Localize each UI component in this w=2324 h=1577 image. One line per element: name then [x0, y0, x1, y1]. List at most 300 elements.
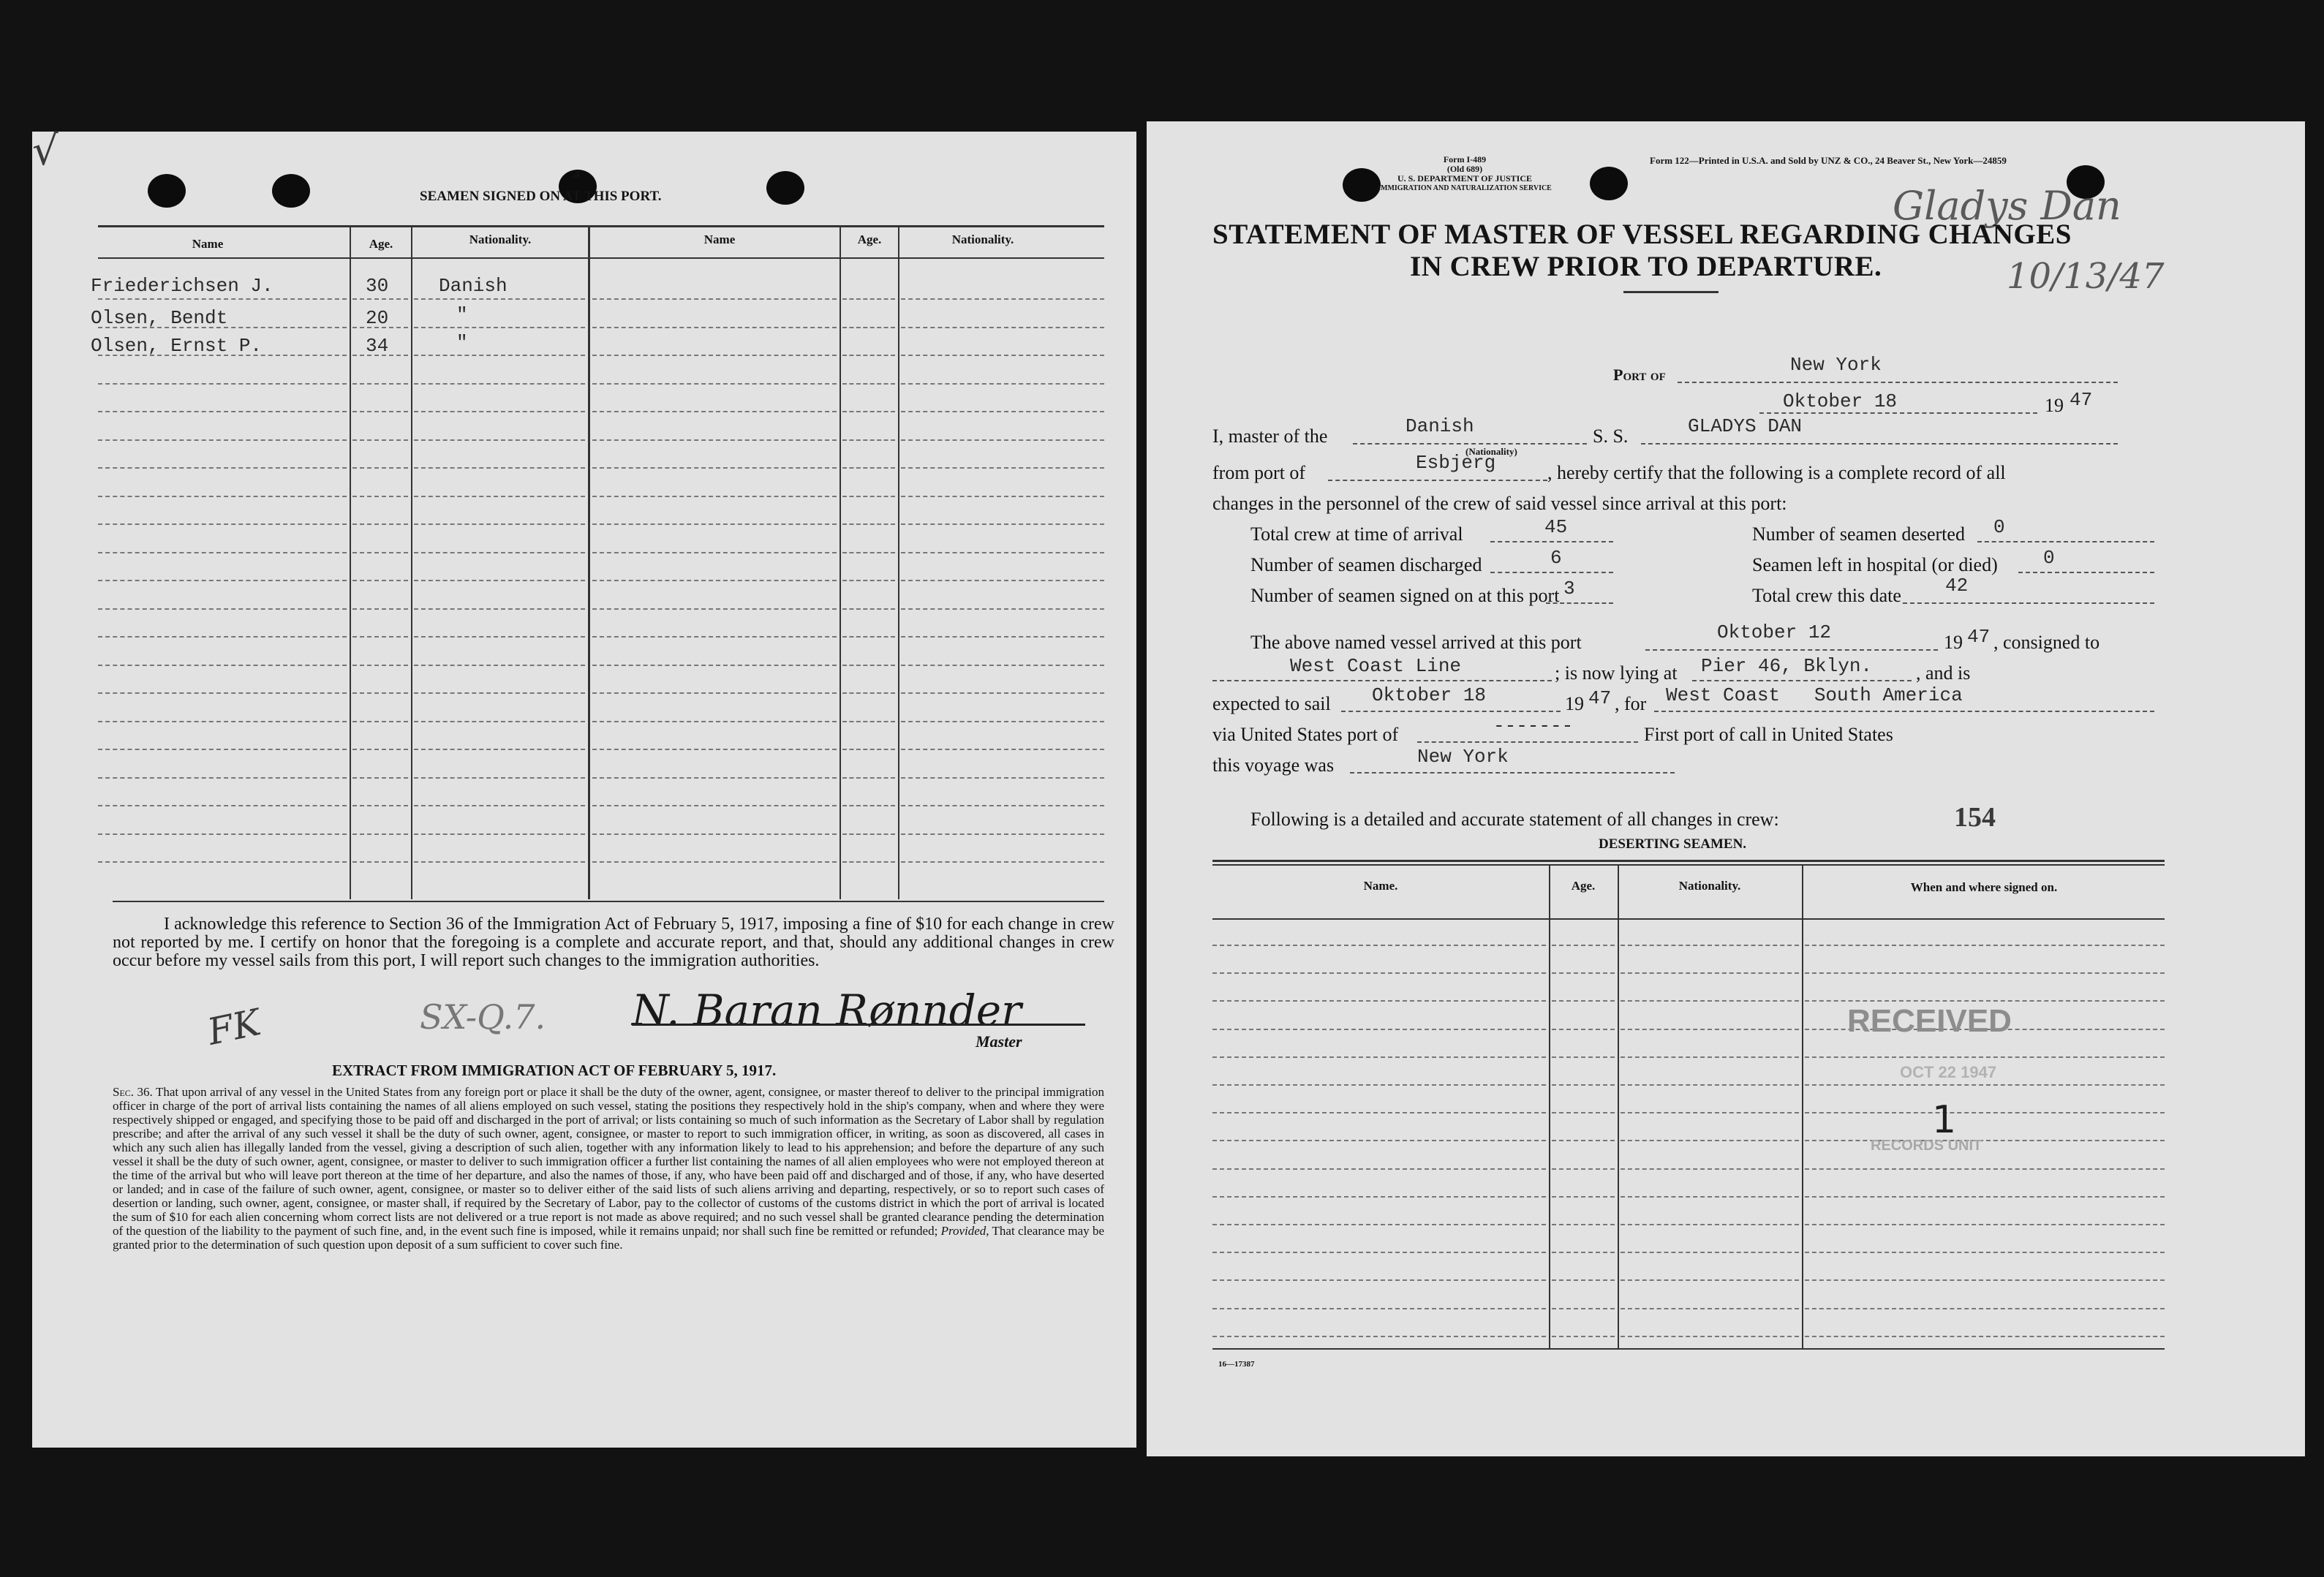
table-top-rule — [1212, 860, 2165, 862]
row-rule — [1212, 1252, 1546, 1253]
row-rule — [1552, 1336, 1615, 1337]
master-signature: N. Baran Rønnder — [632, 986, 1022, 1035]
row-rule — [98, 636, 347, 638]
row-rule — [352, 523, 408, 525]
row-rule — [842, 608, 895, 610]
row-rule — [414, 665, 585, 666]
row-rule — [1552, 1029, 1615, 1030]
stamp-mark: 1 — [1932, 1098, 1957, 1142]
row-rule — [592, 805, 837, 806]
row-rule — [901, 833, 1104, 835]
row-rule — [1212, 1056, 1546, 1058]
row-rule — [414, 411, 585, 412]
vessel-name: GLADYS DAN — [1688, 415, 1803, 437]
sail-date: Oktober 18 — [1372, 684, 1487, 706]
row-rule — [352, 467, 408, 469]
row-rule — [1621, 1168, 1799, 1170]
year-value: 47 — [2070, 389, 2093, 411]
row-rule — [842, 777, 895, 779]
total-date-label: Total crew this date — [1752, 585, 1901, 606]
consignee-line — [1212, 680, 1552, 681]
row-rule — [1552, 1168, 1615, 1170]
column-divider — [1549, 864, 1550, 1348]
footer-code: 16—17387 — [1218, 1360, 1255, 1369]
row-rule — [592, 692, 837, 694]
row-rule — [842, 636, 895, 638]
row-rule — [98, 298, 347, 300]
row-rule — [1621, 1000, 1799, 1002]
row-rule — [1552, 1279, 1615, 1281]
row-rule — [414, 833, 585, 835]
column-divider — [898, 225, 899, 899]
row-rule — [98, 805, 347, 806]
row-rule — [901, 496, 1104, 497]
row-rule — [901, 327, 1104, 328]
handwritten-date: 10/13/47 — [2007, 256, 2165, 297]
row-rule — [1552, 1112, 1615, 1113]
row-rule — [901, 805, 1104, 806]
signed-on-value: 3 — [1563, 578, 1575, 600]
row-rule — [1552, 1252, 1615, 1253]
column-header-name: Name. — [1363, 879, 1398, 893]
row-rule — [1805, 1056, 2165, 1058]
row-rule — [98, 496, 347, 497]
discharged-label: Number of seamen discharged — [1250, 554, 1482, 575]
row-rule — [98, 523, 347, 525]
row-rule — [1805, 972, 2165, 974]
crew-nationality: " — [456, 304, 468, 326]
row-rule — [98, 411, 347, 412]
row-rule — [98, 721, 347, 722]
row-rule — [1805, 1279, 2165, 1281]
row-rule — [414, 805, 585, 806]
row-rule — [98, 665, 347, 666]
row-rule — [1552, 1196, 1615, 1198]
row-rule — [1212, 945, 1546, 946]
row-rule — [1621, 1029, 1799, 1030]
row-rule — [842, 552, 895, 553]
row-rule — [414, 636, 585, 638]
row-rule — [1621, 1336, 1799, 1337]
expected-label: expected to sail — [1212, 693, 1331, 714]
row-rule — [592, 467, 837, 469]
row-rule — [842, 523, 895, 525]
left-page — [32, 127, 1136, 1448]
row-rule — [842, 805, 895, 806]
hospital-value: 0 — [2043, 547, 2055, 569]
row-rule — [1621, 1308, 1799, 1309]
row-rule — [842, 692, 895, 694]
total-arrival-label: Total crew at time of arrival — [1250, 523, 1463, 545]
row-rule — [1805, 1224, 2165, 1225]
row-rule — [1805, 1252, 2165, 1253]
row-rule — [842, 327, 895, 328]
row-rule — [1212, 1168, 1546, 1170]
title-rule — [1623, 291, 1719, 293]
column-header-age: Age. — [1571, 879, 1596, 893]
row-rule — [1212, 1140, 1546, 1141]
port-line — [1678, 382, 2118, 383]
form-title-line1: STATEMENT OF MASTER OF VESSEL REGARDING CHANGES — [1212, 219, 2072, 250]
row-rule — [352, 439, 408, 441]
row-rule — [98, 833, 347, 835]
voyage-label: this voyage was — [1212, 755, 1335, 776]
form-header — [1293, 155, 1637, 193]
acknowledgement-text: I acknowledge this reference to Section 36 of the Immigration Act of February 5, 1917, imposing a fine of $10 for each change in crew not reported by me. I certify on honor that the foregoing is a complete and accurate report, and that, should any additional changes in crew occur before my vessel sails from this port, I will report such changes to the immigration authorities. — [113, 915, 1114, 970]
row-rule — [414, 327, 585, 328]
row-rule — [592, 833, 837, 835]
row-rule — [592, 552, 837, 553]
row-rule — [98, 439, 347, 441]
from-port-label: from port of — [1212, 462, 1306, 483]
via-label: via United States port of — [1212, 724, 1399, 745]
deserted-value: 0 — [1993, 516, 2005, 538]
row-rule — [98, 552, 347, 553]
crew-age: 30 — [366, 275, 389, 297]
row-rule — [352, 861, 408, 863]
row-rule — [352, 665, 408, 666]
column-divider — [411, 225, 412, 899]
row-rule — [98, 692, 347, 694]
arrived-label: The above named vessel arrived at this port — [1250, 632, 1582, 653]
nationality-caption: (Nationality) — [1465, 446, 1517, 457]
row-rule — [842, 833, 895, 835]
row-rule — [352, 355, 408, 356]
row-rule — [592, 580, 837, 581]
nationality-line — [1353, 443, 1587, 445]
row-rule — [1552, 1308, 1615, 1309]
following-label: Following is a detailed and accurate statement of all changes in crew: — [1250, 809, 1779, 830]
row-rule — [1621, 1056, 1799, 1058]
row-rule — [842, 665, 895, 666]
row-rule — [352, 721, 408, 722]
row-rule — [414, 692, 585, 694]
row-rule — [592, 496, 837, 497]
row-rule — [352, 383, 408, 385]
row-rule — [414, 439, 585, 441]
row-rule — [352, 552, 408, 553]
row-rule — [414, 749, 585, 750]
row-rule — [352, 496, 408, 497]
first-port-label: First port of call in United States — [1644, 724, 1893, 745]
row-rule — [98, 749, 347, 750]
row-rule — [901, 636, 1104, 638]
row-rule — [1552, 945, 1615, 946]
row-rule — [901, 861, 1104, 863]
row-rule — [592, 636, 837, 638]
signature-underline — [632, 1024, 1085, 1026]
table-header-rule — [98, 257, 1104, 259]
lying-at-value: Pier 46, Bklyn. — [1701, 655, 1873, 677]
arrived-line — [1645, 649, 1938, 651]
printer-note: Form 122—Printed in U.S.A. and Sold by UNZ & CO., 24 Beaver St., New York—24859 — [1650, 155, 2007, 166]
row-rule — [901, 467, 1104, 469]
row-rule — [901, 580, 1104, 581]
received-stamp-date: OCT 22 1947 — [1900, 1063, 1997, 1081]
year-prefix: 19 — [1565, 693, 1584, 714]
column-divider — [1618, 864, 1619, 1348]
row-rule — [1212, 1112, 1546, 1113]
total-arrival-value: 45 — [1544, 516, 1568, 538]
sail-year: 47 — [1588, 687, 1612, 709]
row-rule — [1552, 1224, 1615, 1225]
crew-nationality: " — [456, 332, 468, 354]
row-rule — [901, 383, 1104, 385]
extract-end: That clearance may be granted prior to the determination of such question upon deposit of a sum sufficient to cover such fine. — [113, 1224, 1105, 1252]
row-rule — [842, 355, 895, 356]
row-rule — [414, 861, 585, 863]
row-rule — [901, 721, 1104, 722]
row-rule — [1805, 1308, 2165, 1309]
extract-provided: Provided, — [940, 1224, 989, 1238]
punch-hole — [766, 171, 804, 205]
table-top-rule — [1212, 864, 2165, 866]
arrived-year: 47 — [1967, 626, 1991, 648]
stat-line — [1490, 572, 1613, 573]
row-rule — [98, 777, 347, 779]
table-bottom-rule — [1212, 1348, 2165, 1350]
signature-caption: Master — [976, 1032, 1022, 1051]
row-rule — [1805, 1084, 2165, 1086]
row-rule — [352, 805, 408, 806]
row-rule — [592, 439, 837, 441]
row-rule — [352, 411, 408, 412]
row-rule — [842, 298, 895, 300]
row-rule — [1805, 1140, 2165, 1141]
row-rule — [352, 749, 408, 750]
stat-line — [2018, 572, 2154, 573]
from-port-line — [1328, 480, 1547, 481]
voyage-line — [1350, 772, 1675, 774]
received-stamp-office: RECORDS UNIT — [1871, 1138, 1982, 1154]
row-rule — [1212, 1336, 1546, 1337]
row-rule — [1621, 1279, 1799, 1281]
row-rule — [352, 580, 408, 581]
row-rule — [1621, 1252, 1799, 1253]
row-rule — [1621, 1196, 1799, 1198]
row-rule — [352, 608, 408, 610]
row-rule — [414, 496, 585, 497]
row-rule — [414, 383, 585, 385]
row-rule — [1212, 972, 1546, 974]
row-rule — [98, 861, 347, 863]
form-number: Form I-489 — [1443, 154, 1487, 164]
consignee-value: West Coast Line — [1290, 655, 1462, 677]
date-value: Oktober 18 — [1783, 390, 1898, 412]
form-old-number: (Old 689) — [1446, 164, 1483, 174]
row-rule — [1621, 972, 1799, 974]
row-rule — [352, 298, 408, 300]
column-header-name: Name — [703, 232, 736, 246]
row-rule — [1621, 1112, 1799, 1113]
row-rule — [352, 692, 408, 694]
vessel-line — [1641, 443, 2118, 445]
row-rule — [901, 665, 1104, 666]
row-rule — [1212, 1029, 1546, 1030]
table-top-rule — [98, 225, 1104, 227]
row-rule — [98, 467, 347, 469]
row-rule — [98, 580, 347, 581]
column-header-nationality: Nationality. — [1678, 879, 1741, 893]
row-rule — [842, 383, 895, 385]
service-name: IMMIGRATION AND NATURALIZATION SERVICE — [1378, 184, 1552, 192]
row-rule — [1805, 1336, 2165, 1337]
row-rule — [842, 439, 895, 441]
discharged-value: 6 — [1550, 547, 1562, 569]
row-rule — [842, 411, 895, 412]
row-rule — [1552, 1000, 1615, 1002]
row-rule — [1212, 1084, 1546, 1086]
row-rule — [1621, 945, 1799, 946]
row-rule — [842, 467, 895, 469]
punch-hole — [148, 174, 186, 208]
code-note: SX-Q.7. — [420, 997, 546, 1037]
row-rule — [414, 523, 585, 525]
row-rule — [1621, 1140, 1799, 1141]
row-rule — [352, 777, 408, 779]
row-rule — [1212, 1279, 1546, 1281]
row-rule — [1805, 1196, 2165, 1198]
row-rule — [592, 861, 837, 863]
check-mark: √ — [32, 127, 59, 175]
row-rule — [592, 608, 837, 610]
column-divider — [840, 225, 841, 899]
row-rule — [592, 298, 837, 300]
column-header-name: Name — [192, 237, 224, 251]
row-rule — [1552, 1140, 1615, 1141]
nationality-value: Danish — [1406, 415, 1474, 437]
deserting-title: DESERTING SEAMEN. — [1599, 836, 1747, 852]
crew-name: Olsen, Bendt — [91, 307, 228, 329]
row-rule — [901, 411, 1104, 412]
row-rule — [1212, 1224, 1546, 1225]
year-prefix: 19 — [2045, 395, 2064, 416]
extract-section: Sec. 36. — [113, 1085, 153, 1099]
deserted-label: Number of seamen deserted — [1752, 523, 1965, 545]
port-label: Port of — [1613, 366, 1666, 384]
punch-hole — [272, 174, 310, 208]
row-rule — [352, 833, 408, 835]
row-rule — [901, 692, 1104, 694]
section-title: SEAMEN SIGNED ON AT THIS PORT. — [420, 189, 662, 204]
column-divider — [588, 225, 590, 899]
crew-nationality: Danish — [439, 275, 508, 297]
arrived-date: Oktober 12 — [1717, 621, 1832, 643]
total-date-value: 42 — [1945, 575, 1969, 597]
row-rule — [1621, 1224, 1799, 1225]
row-rule — [414, 552, 585, 553]
crew-age: 20 — [366, 307, 389, 329]
row-rule — [98, 383, 347, 385]
row-rule — [414, 777, 585, 779]
row-rule — [414, 298, 585, 300]
stat-line — [1546, 602, 1613, 604]
destination-line — [1654, 711, 2154, 712]
lying-label: ; is now lying at — [1555, 662, 1678, 684]
row-rule — [414, 355, 585, 356]
row-rule — [1552, 1056, 1615, 1058]
row-rule — [901, 439, 1104, 441]
row-rule — [901, 608, 1104, 610]
form-title-line2: IN CREW PRIOR TO DEPARTURE. — [1410, 251, 1882, 282]
row-rule — [1621, 1084, 1799, 1086]
row-rule — [901, 552, 1104, 553]
row-rule — [901, 355, 1104, 356]
stamped-number: 154 — [1954, 802, 1996, 833]
row-rule — [592, 383, 837, 385]
column-divider — [1802, 864, 1803, 1348]
row-rule — [1212, 1308, 1546, 1309]
row-rule — [1805, 1112, 2165, 1113]
row-rule — [98, 608, 347, 610]
column-header-nationality: Nationality. — [469, 232, 532, 246]
row-rule — [1805, 945, 2165, 946]
signed-on-label: Number of seamen signed on at this port — [1250, 585, 1560, 606]
row-rule — [592, 665, 837, 666]
row-rule — [1552, 1084, 1615, 1086]
row-rule — [352, 327, 408, 328]
stat-line — [1903, 602, 2154, 604]
column-divider — [350, 225, 351, 899]
row-rule — [414, 580, 585, 581]
row-rule — [592, 411, 837, 412]
row-rule — [414, 608, 585, 610]
row-rule — [1212, 1196, 1546, 1198]
initials-note: FK — [203, 1001, 265, 1054]
certify-text-2: changes in the personnel of the crew of said vessel since arrival at this port: — [1212, 493, 1787, 514]
for-label: , for — [1615, 693, 1647, 714]
certify-text: , hereby certify that the following is a complete record of all — [1547, 462, 2006, 483]
port-value: New York — [1790, 354, 1882, 376]
via-value: ------- — [1493, 715, 1574, 737]
lying-line — [1692, 680, 1912, 681]
stat-line — [1977, 541, 2154, 542]
row-rule — [901, 777, 1104, 779]
handwritten-ship-name: Gladys Dan — [1893, 183, 2121, 229]
row-rule — [98, 355, 347, 356]
row-rule — [592, 749, 837, 750]
row-rule — [901, 298, 1104, 300]
column-header-signed-on: When and where signed on. — [1910, 880, 2058, 894]
row-rule — [901, 523, 1104, 525]
crew-age: 34 — [366, 335, 389, 357]
and-is-label: , and is — [1916, 662, 1971, 684]
row-rule — [901, 749, 1104, 750]
hospital-label: Seamen left in hospital (or died) — [1752, 554, 1998, 575]
row-rule — [592, 523, 837, 525]
via-line — [1417, 741, 1638, 743]
row-rule — [414, 467, 585, 469]
extract-title: EXTRACT FROM IMMIGRATION ACT OF FEBRUARY 5, 1917. — [332, 1062, 777, 1079]
row-rule — [842, 721, 895, 722]
row-rule — [592, 327, 837, 328]
row-rule — [842, 861, 895, 863]
vessel-type: S. S. — [1593, 426, 1629, 447]
table-bottom-rule — [113, 901, 1104, 902]
department-name: U. S. DEPARTMENT OF JUSTICE — [1397, 173, 1533, 184]
received-stamp: RECEIVED — [1847, 1003, 2012, 1039]
row-rule — [414, 721, 585, 722]
row-rule — [842, 749, 895, 750]
crew-name: Olsen, Ernst P. — [91, 335, 263, 357]
row-rule — [592, 355, 837, 356]
extract-text: That upon arrival of any vessel in the United States from any foreign port or place it shall be the duty of the owner, agent, consignee, or master thereof to deliver to the principal immigration officer in charge of the port of arrival lists containing the names of all aliens employed on such vessel, stating the positions they respectively hold in the ship's company, when and where they were respectively shipped or engaged, and specifying those to be paid off and discharged in the port of arrival; or lists containing so much of such information as the Secretary of Labor shall by regulation prescribe; and after the arrival of any such vessel it shall be the duty of such owner, agent, consignee, or master to report to such immigration officer, in writing, as soon as discovered, all cases in which any such alien has illegally landed from the vessel, giving a description of such alien, together with any information likely to lead to his apprehension; and before the departure of any such vessel it shall be the duty of such owner, agent, consignee, or master to deliver to such immigration officer a further list containing the names of all alien employees who were not employed thereon at the time of the arrival but who will leave port thereon at the time of her departure, and also the names of those, if any, who have been paid off and discharged and of those, if any, who have deserted or landed; and in case of the failure of such owner, agent, consignee, or master so to deliver either of the said lists of such aliens arriving and departing, respectively, or so to report such cases of desertion or landing, such owner, agent, consignee, or master shall, if required by the Secretary of Labor, pay to the collector of customs of the customs district in which the port of arrival is located the sum of $10 for each alien concerning whom correct lists are not delivered or a true report is not made as above required; and no such vessel shall be granted clearance pending the determination of the question of the liability to the payment of such fine, and, in the event such fine is imposed, while it remains unpaid; nor shall such fine be remitted or refunded; — [113, 1085, 1104, 1238]
column-header-nationality: Nationality. — [951, 232, 1014, 246]
table-header-rule — [1212, 918, 2165, 920]
row-rule — [1212, 1000, 1546, 1002]
sail-line — [1341, 711, 1561, 712]
row-rule — [842, 496, 895, 497]
